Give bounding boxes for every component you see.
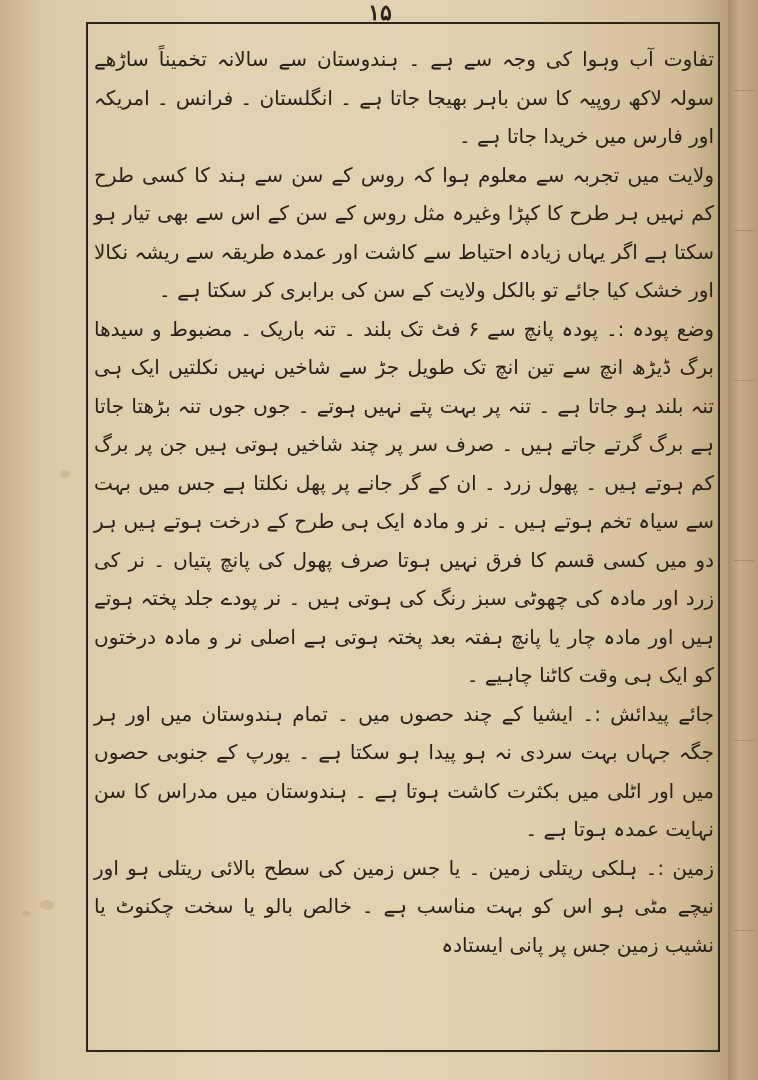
paragraph-habitat: جائے پیدائش :۔ ایشیا کے چند حصوں میں ۔ تمام ہندوستان میں اور ہر جگہ جہاں بہت سردی نہ ہو پیدا ہو سکتا ہے ۔ یورپ کے جنوبی حصوں میں اور اٹلی میں بکثرت کاشت ہوتا ہے ۔ ہندوستان میں مدراس کا سن نہایت عمدہ ہوتا ہے ۔ xyxy=(94,701,714,841)
paper-stain xyxy=(40,900,54,910)
paragraph-plant-form: وضع پودہ :۔ پودہ پانچ سے ۶ فٹ تک بلند ۔ تنہ باریک ۔ مضبوط و سیدھا برگ ڈیڑھ انچ سے تین انچ تک طویل جڑ سے شاخیں نہیں نکلتیں ایک ہی تنہ بلند ہو جاتا ہے ۔ تنہ پر بہت پتے نہیں ہوتے ۔ جوں جوں تنہ بڑھتا جاتا ہے برگ گرتے جاتے ہیں ۔ صرف سر پر چند شاخیں ہوتی ہیں جن پر برگ کم ہوتے ہیں ۔ پھول زرد ۔ ان کے گر جانے پر پھل نکلتا ہے جس میں بہت سے سیاہ تخم ہوتے ہیں ۔ نر و مادہ ایک ہی طرح کے درخت ہوتے ہیں ہر دو میں کسی قسم کا فرق نہیں ہوتا صرف پھول کی پانچ پتیاں ۔ نر کی زرد اور مادہ کی چھوٹی سبز رنگ کی ہوتی ہیں ۔ نر پودے جلد پختہ ہوتے ہیں اور مادہ چار یا پانچ ہفتہ بعد پختہ ہوتی ہے اصلی نر و مادہ درختوں کو ایک ہی وقت کاٹنا چاہیے ۔ xyxy=(94,316,715,687)
text-body xyxy=(94,40,714,964)
paragraph-climate: تفاوت آب وہوا کی وجہ سے ہے ۔ ہندوستان سے سالانہ تخمیناً ساڑھے سولہ لاکھ روپیہ کا سن باہر بھیجا جاتا ہے ۔ انگلستان ۔ فرانس ۔ امریکہ اور فارس میں خریدا جاتا ہے ۔ xyxy=(94,47,714,148)
paper-stain xyxy=(60,470,70,478)
book-spine xyxy=(728,0,758,1080)
paragraph-soil: زمین :۔ ہلکی ریتلی زمین ۔ یا جس زمین کی سطح بالائی ریتلی ہو اور نیچے مٹی ہو اس کو بہت مناسب ہے ۔ خالص بالو یا سخت چکنوٹ یا نشیب زمین جس پر پانی ایستادہ xyxy=(94,855,714,957)
paragraph-europe: ولایت میں تجربہ سے معلوم ہوا کہ روس کے سن سے ہند کا کسی طرح کم نہیں ہر طرح کا کپڑا وغیرہ مثل روس کے سن کے اس سے بھی تیار ہو سکتا ہے اگر یہاں زیادہ احتیاط سے کاشت اور عمدہ طریقہ سے ریشہ نکالا اور خشک کیا جائے تو بالکل ولایت کے سن کی برابری کر سکتا ہے ۔ xyxy=(94,162,714,302)
page-number: ۱۵ xyxy=(368,0,392,26)
paper-stain xyxy=(22,910,30,916)
